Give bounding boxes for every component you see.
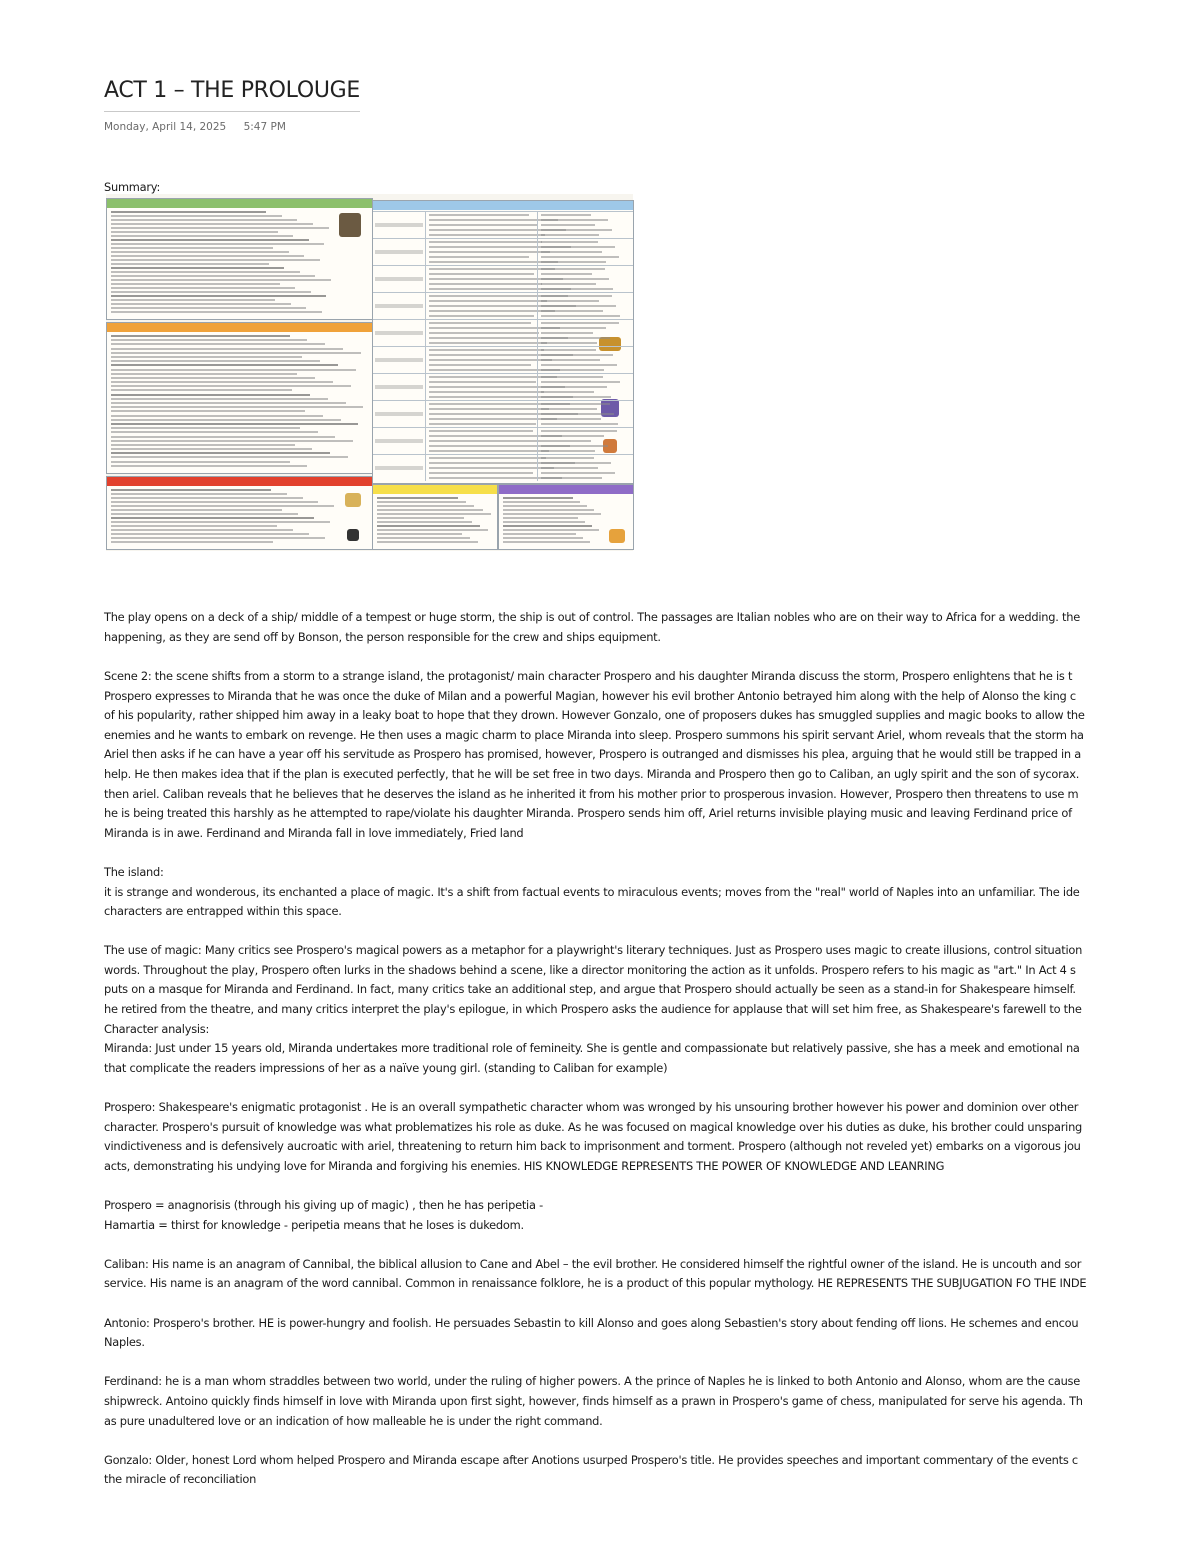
collage-text-line xyxy=(377,497,458,499)
collage-text-line xyxy=(111,406,363,408)
collage-panel-plot-table xyxy=(372,200,634,484)
text-line: the miracle of reconciliation xyxy=(104,1472,257,1487)
collage-text-line xyxy=(377,529,488,531)
table-cell-text xyxy=(541,229,612,231)
table-cell-text xyxy=(541,408,597,410)
collage-panel-features xyxy=(498,484,634,550)
text-line: as pure unadultered love or an indication of how malleable he is under the right command. xyxy=(104,1413,603,1428)
table-cell-text xyxy=(541,418,601,420)
collage-text-line xyxy=(111,419,341,421)
table-cell-text xyxy=(541,256,619,258)
collage-text-line xyxy=(111,493,287,495)
table-cell-text xyxy=(541,386,607,388)
collage-text-line xyxy=(111,431,318,433)
text-line: he retired from the theatre, and many critics interpret the play's epilogue, in which Prospero asks the audience for applause that will set him free, as Shakespeare's farewell to the xyxy=(104,1002,1082,1017)
table-cell-text xyxy=(541,391,594,393)
table-cell-text xyxy=(541,305,616,307)
collage-panel-characters xyxy=(106,322,373,474)
collage-text-line xyxy=(111,509,282,511)
table-cell-text xyxy=(429,322,531,324)
collage-text-line xyxy=(111,394,310,396)
table-row-label xyxy=(375,412,423,416)
collage-text-line xyxy=(503,513,601,515)
collage-text-line xyxy=(111,402,346,404)
table-cell-text xyxy=(541,423,618,425)
text-line: Prospero = anagnorisis (through his giving up of magic) , then he has peripetia - xyxy=(104,1198,543,1212)
collage-text-line xyxy=(503,497,573,499)
table-row-divider xyxy=(373,427,633,428)
text-line: acts, demonstrating his undying love for Miranda and forgiving his enemies. HIS KNOWLEDGE REPRESENTS THE POWER OF KNOWLEDGE AND LEANRING xyxy=(104,1158,945,1173)
text-line: Ferdinand: he is a man whom straddles between two world, under the ruling of higher powers. A the prince of Naples he is linked to both Antonio and Alonso, whom are the cause xyxy=(104,1374,1080,1389)
table-column-divider xyxy=(425,211,426,481)
table-cell-text xyxy=(541,457,594,459)
table-cell-text xyxy=(541,472,615,474)
table-cell-text xyxy=(541,295,612,297)
table-cell-text xyxy=(429,219,558,221)
table-cell-text xyxy=(541,310,603,312)
text-line: Naples. xyxy=(104,1335,145,1350)
table-cell-text xyxy=(541,359,600,361)
collage-text-line xyxy=(111,287,295,289)
collage-text-line xyxy=(111,398,328,400)
table-cell-text xyxy=(541,381,620,383)
portrait-image xyxy=(339,213,361,237)
table-cell-text xyxy=(429,457,546,459)
text-line: he is being treated this harshly as he attempted to rape/violate his daughter Miranda. Prospero sends him off, Ariel returns invisible playing music and leaving Ferdinand price of xyxy=(104,806,1072,821)
collage-text-line xyxy=(111,299,275,301)
collage-text-line xyxy=(377,501,466,503)
collage-text-line xyxy=(111,369,356,371)
collage-text-line xyxy=(111,356,302,358)
table-row-divider xyxy=(373,454,633,455)
collage-text-line xyxy=(377,537,470,539)
collage-text-line xyxy=(111,243,324,245)
text-line: Antonio: Prospero's brother. HE is power-hungry and foolish. He persuades Sebastin to kill Alonso and goes along Sebastien's story about fending off lions. He schemes and encou xyxy=(104,1315,1079,1330)
collage-text-line xyxy=(111,465,307,467)
collage-text-line xyxy=(111,219,297,221)
collage-text-line xyxy=(111,223,313,225)
table-cell-text xyxy=(429,256,529,258)
table-cell-text xyxy=(541,251,602,253)
panel-header-green xyxy=(107,199,372,208)
collage-text-line xyxy=(111,271,300,273)
table-cell-text xyxy=(429,349,544,351)
text-line: characters are entrapped within this space. xyxy=(104,904,342,919)
page-time: 5:47 PM xyxy=(243,121,286,133)
text-line: enemies and he wants to embark on revenge. He then uses a magic charm to place Miranda into sleep. Prospero summons his spirit servant Ariel, whom reveals that the storm ha xyxy=(104,727,1084,742)
table-row-divider xyxy=(373,211,633,212)
table-cell-text xyxy=(541,440,591,442)
text-line: help. He then makes idea that if the plan is executed perfectly, that he will be set free in two days. Miranda and Prospero then go to Caliban, an ugly spirit and the son of sycorax. xyxy=(104,766,1080,781)
table-cell-text xyxy=(541,283,596,285)
collage-text-line xyxy=(503,501,580,503)
text-line: that complicate the readers impressions of her as a naïve young girl. (standing to Caliban for example) xyxy=(104,1060,668,1075)
collage-text-line xyxy=(111,303,291,305)
collage-text-line xyxy=(111,247,273,249)
text-line: words. Throughout the play, Prospero often lurks in the shadows behind a scene, like a director monitoring the action as it unfolds. Prospero refers to his magic as "art." In Act 4 s xyxy=(104,962,1076,977)
table-row-divider xyxy=(373,319,633,320)
table-cell-text xyxy=(429,315,534,317)
collage-text-line xyxy=(111,279,331,281)
scales-icon xyxy=(345,493,361,507)
collage-text-line xyxy=(111,373,297,375)
collage-text-line xyxy=(111,517,314,519)
table-cell-text xyxy=(541,273,592,275)
collage-text-line xyxy=(111,497,303,499)
collage-text-line xyxy=(111,489,271,491)
collage-text-line xyxy=(111,461,290,463)
table-cell-text xyxy=(429,359,552,361)
panel-header-red xyxy=(107,477,372,486)
collage-text-line xyxy=(111,377,315,379)
collage-text-line xyxy=(111,311,322,313)
table-cell-text xyxy=(429,261,558,263)
collage-text-line xyxy=(111,263,269,265)
table-cell-text xyxy=(541,430,617,432)
table-cell-text xyxy=(541,332,593,334)
table-cell-text xyxy=(541,396,611,398)
table-cell-text xyxy=(429,364,531,366)
table-cell-text xyxy=(429,273,534,275)
collage-text-line xyxy=(111,291,311,293)
table-cell-text xyxy=(541,327,606,329)
text-line: Summary: xyxy=(104,180,161,194)
collage-text-line xyxy=(111,251,289,253)
table-row-label xyxy=(375,304,423,308)
collage-text-line xyxy=(111,307,306,309)
table-row-divider xyxy=(373,373,633,374)
table-cell-text xyxy=(541,354,613,356)
collage-text-line xyxy=(503,533,576,535)
text-line: shipwreck. Antoino quickly finds himself in love with Miranda upon first sight, however, finds himself as a prawn in Prospero's game of chess, manipulated for serve his agenda. Th xyxy=(104,1393,1083,1408)
collage-text-line xyxy=(377,525,480,527)
table-cell-text xyxy=(541,349,596,351)
table-row-divider xyxy=(373,346,633,347)
table-cell-text xyxy=(541,413,614,415)
mask-image xyxy=(609,529,625,543)
collage-text-line xyxy=(111,452,330,454)
blank-line xyxy=(104,647,1200,667)
collage-text-line xyxy=(111,456,348,458)
blank-line xyxy=(104,922,1200,942)
collage-text-line xyxy=(111,389,292,391)
table-cell-text xyxy=(541,364,617,366)
text-line: Prospero expresses to Miranda that he was once the duke of Milan and a powerful Magian, however his evil brother Antonio betrayed him along with the help of Alonso the king c xyxy=(104,688,1076,703)
text-line: it is strange and wonderous, its enchanted a place of magic. It's a shift from factual events to miraculous events; moves from the "real" world of Naples into an unfamiliar. The ide xyxy=(104,884,1080,899)
collage-text-line xyxy=(111,529,293,531)
collage-panel-context xyxy=(106,198,373,320)
table-cell-text xyxy=(541,278,609,280)
collage-text-line xyxy=(111,259,320,261)
table-row-divider xyxy=(373,238,633,239)
table-cell-text xyxy=(429,440,541,442)
collage-text-line xyxy=(377,513,491,515)
collage-text-line xyxy=(503,541,590,543)
table-cell-text xyxy=(429,430,533,432)
collage-text-line xyxy=(111,444,295,446)
table-cell-text xyxy=(429,300,547,302)
table-cell-text xyxy=(541,450,595,452)
table-cell-text xyxy=(429,467,554,469)
text-line: puts on a masque for Miranda and Ferdinand. In fact, many critics take an additional step, and argue that Prospero should actually be seen as a stand-in for Shakespeare himself. xyxy=(104,982,1076,997)
collage-text-line xyxy=(503,505,587,507)
text-line: Prospero: Shakespeare's enigmatic protagonist . He is an overall sympathetic character whom was wronged by his unsouring brother however his power and dominion over other xyxy=(104,1100,1079,1115)
title-divider xyxy=(104,111,360,112)
collage-text-line xyxy=(111,448,312,450)
collage-text-line xyxy=(111,215,282,217)
collage-text-line xyxy=(377,517,464,519)
text-line: Caliban: His name is an anagram of Cannibal, the biblical allusion to Cane and Abel – the evil brother. He considered himself the rightful owner of the island. He is uncouth and sor xyxy=(104,1256,1082,1271)
collage-panel-themes xyxy=(106,476,373,550)
collage-text-line xyxy=(111,339,307,341)
page-title: ACT 1 – THE PROLOUGE xyxy=(104,78,361,103)
text-line: then ariel. Caliban reveals that he believes that he deserves the island as he inherited it from his mother prior to prosperous invasion. However, Prospero then threatens to use m xyxy=(104,786,1079,801)
collage-text-line xyxy=(111,415,323,417)
blank-line xyxy=(104,1353,1200,1373)
collage-text-line xyxy=(111,385,351,387)
blank-line xyxy=(104,843,1200,863)
collage-text-line xyxy=(111,537,325,539)
table-cell-text xyxy=(429,423,536,425)
table-cell-text xyxy=(429,450,549,452)
collage-text-line xyxy=(503,529,599,531)
table-row-label xyxy=(375,223,423,227)
table-cell-text xyxy=(541,462,611,464)
text-line: The play opens on a deck of a ship/ middle of a tempest or huge storm, the ship is out of control. The passages are Italian nobles who are on their way to Africa for a wedding. the xyxy=(104,610,1080,625)
table-row-label xyxy=(375,277,423,281)
table-cell-text xyxy=(541,219,608,221)
table-cell-text xyxy=(541,467,598,469)
table-cell-text xyxy=(429,224,537,226)
collage-text-line xyxy=(111,436,335,438)
table-cell-text xyxy=(429,391,544,393)
collage-text-line xyxy=(111,541,273,543)
table-cell-text xyxy=(541,224,595,226)
table-cell-text xyxy=(541,246,615,248)
text-line: of his popularity, rather shipped him away in a leaky boat to hope that they drown. However Gonzalo, one of proposers dukes has smuggled supplies and magic books to allow the xyxy=(104,708,1085,723)
collage-text-line xyxy=(111,348,343,350)
table-cell-text xyxy=(541,403,610,405)
tempest-revision-collage xyxy=(106,194,633,551)
table-cell-text xyxy=(429,283,542,285)
panel-header-blue xyxy=(373,201,633,210)
table-cell-text xyxy=(429,332,539,334)
collage-text-line xyxy=(111,427,300,429)
table-column-divider xyxy=(537,211,538,481)
panel-header-purple xyxy=(499,485,633,494)
collage-text-line xyxy=(111,525,277,527)
collage-text-line xyxy=(111,227,329,229)
table-row-label xyxy=(375,358,423,362)
collage-text-line xyxy=(111,335,290,337)
table-cell-text xyxy=(541,477,602,479)
table-cell-text xyxy=(429,381,536,383)
collage-text-line xyxy=(111,513,298,515)
panel-header-orange xyxy=(107,323,372,332)
collage-text-line xyxy=(111,235,293,237)
collage-text-line xyxy=(503,521,585,523)
table-cell-text xyxy=(541,445,608,447)
collage-text-line xyxy=(503,509,594,511)
table-cell-text xyxy=(429,234,545,236)
table-cell-text xyxy=(541,315,620,317)
table-cell-text xyxy=(541,234,599,236)
collage-text-line xyxy=(111,283,280,285)
collage-text-line xyxy=(111,275,315,277)
table-cell-text xyxy=(541,214,591,216)
collage-text-line xyxy=(111,360,320,362)
collage-text-line xyxy=(111,343,325,345)
text-line: Ariel then asks if he can have a year off his servitude as Prospero has promised, however, Prospero is outranged and dismisses his plea, arguing that he would still be trapped in a xyxy=(104,747,1081,762)
crown-image xyxy=(599,337,621,351)
collage-text-line xyxy=(111,352,361,354)
blank-line xyxy=(104,1294,1200,1314)
page-date: Monday, April 14, 2025 xyxy=(104,121,227,133)
table-cell-text xyxy=(541,261,606,263)
text-line: vindictiveness and is defensively aucroatic with ariel, threatening to return him back to imprisonment and torment. Prospero (although not reveled yet) embarks on a vigorous jou xyxy=(104,1139,1081,1154)
blank-line xyxy=(104,1078,1200,1098)
collage-text-line xyxy=(111,211,266,213)
table-cell-text xyxy=(541,376,603,378)
text-line: Character analysis: xyxy=(104,1021,210,1036)
collage-text-line xyxy=(111,255,304,257)
table-row-divider xyxy=(373,292,633,293)
table-row-label xyxy=(375,385,423,389)
text-line: Scene 2: the scene shifts from a storm to a strange island, the protagonist/ main character Prospero and his daughter Miranda discuss the storm, Prospero enlightens that he is t xyxy=(104,668,1073,683)
table-cell-text xyxy=(541,369,604,371)
table-row-label xyxy=(375,250,423,254)
table-row-label xyxy=(375,439,423,443)
collage-text-line xyxy=(111,364,338,366)
collage-text-line xyxy=(111,231,278,233)
text-line: The island: xyxy=(104,864,164,879)
table-cell-text xyxy=(429,472,533,474)
collage-text-line xyxy=(111,533,309,535)
table-cell-text xyxy=(541,342,597,344)
blank-line xyxy=(104,1431,1200,1451)
text-line: happening, as they are send off by Bonson, the person responsible for the crew and ships equipment. xyxy=(104,629,661,644)
table-cell-text xyxy=(429,342,547,344)
table-row-divider xyxy=(373,400,633,401)
blank-line xyxy=(104,1176,1200,1196)
collage-text-line xyxy=(111,423,358,425)
collage-text-line xyxy=(111,440,353,442)
collage-text-line xyxy=(111,410,305,412)
collage-text-line xyxy=(111,267,284,269)
collage-text-line xyxy=(111,295,326,297)
collage-text-line xyxy=(503,537,583,539)
text-line: Miranda: Just under 15 years old, Miranda undertakes more traditional role of femineity. She is gentle and compassionate but relatively passive, she has a meek and emotional na xyxy=(104,1041,1080,1056)
table-cell-text xyxy=(541,288,613,290)
collage-text-line xyxy=(377,533,462,535)
table-cell-text xyxy=(429,408,549,410)
table-cell-text xyxy=(429,214,529,216)
table-cell-text xyxy=(541,337,610,339)
text-line: The use of magic: Many critics see Prospero's magical powers as a metaphor for a playwright's literary techniques. Just as Prospero uses magic to create illusions, control situation xyxy=(104,943,1083,958)
table-cell-text xyxy=(541,435,604,437)
table-row-label xyxy=(375,466,423,470)
table-row-divider xyxy=(373,265,633,266)
cross-icon xyxy=(347,529,359,541)
table-cell-text xyxy=(541,241,598,243)
text-line: Miranda is in awe. Ferdinand and Miranda fall in love immediately, Fried land xyxy=(104,825,524,840)
blank-line xyxy=(104,1235,1200,1255)
table-row-label xyxy=(375,331,423,335)
collage-text-line xyxy=(111,381,333,383)
collage-text-line xyxy=(503,517,578,519)
collage-text-line xyxy=(377,509,483,511)
collage-text-line xyxy=(377,521,472,523)
collage-text-line xyxy=(503,525,592,527)
text-line: Gonzalo: Older, honest Lord whom helped Prospero and Miranda escape after Anotions usurped Prospero's title. He provides speeches and important commentary of the events c xyxy=(104,1452,1078,1467)
collage-text-line xyxy=(111,521,330,523)
collage-text-line xyxy=(377,541,478,543)
collage-text-line xyxy=(111,501,318,503)
blank-line xyxy=(104,589,1200,609)
table-cell-text xyxy=(541,268,605,270)
text-line: Hamartia = thirst for knowledge - peripetia means that he loses is dukedom. xyxy=(104,1217,524,1232)
collage-text-line xyxy=(111,239,309,241)
page-timestamp xyxy=(104,121,286,133)
table-cell-text xyxy=(541,322,619,324)
collage-panel-dramatic-devices xyxy=(372,484,498,550)
table-cell-text xyxy=(429,241,542,243)
collage-text-line xyxy=(377,505,474,507)
table-cell-text xyxy=(541,300,599,302)
text-line: service. His name is an anagram of the word cannibal. Common in renaissance folklore, he is a product of this popular mythology. HE REPRESENTS THE SUBJUGATION FO THE INDE xyxy=(104,1276,1087,1291)
table-cell-text xyxy=(429,251,550,253)
collage-text-line xyxy=(111,505,334,507)
text-line: character. Prospero's pursuit of knowledge was what problematizes his role as duke. As he was focused on magical knowledge over his duties as duke, his brother could unsparing xyxy=(104,1119,1083,1134)
panel-header-yellow xyxy=(373,485,497,494)
